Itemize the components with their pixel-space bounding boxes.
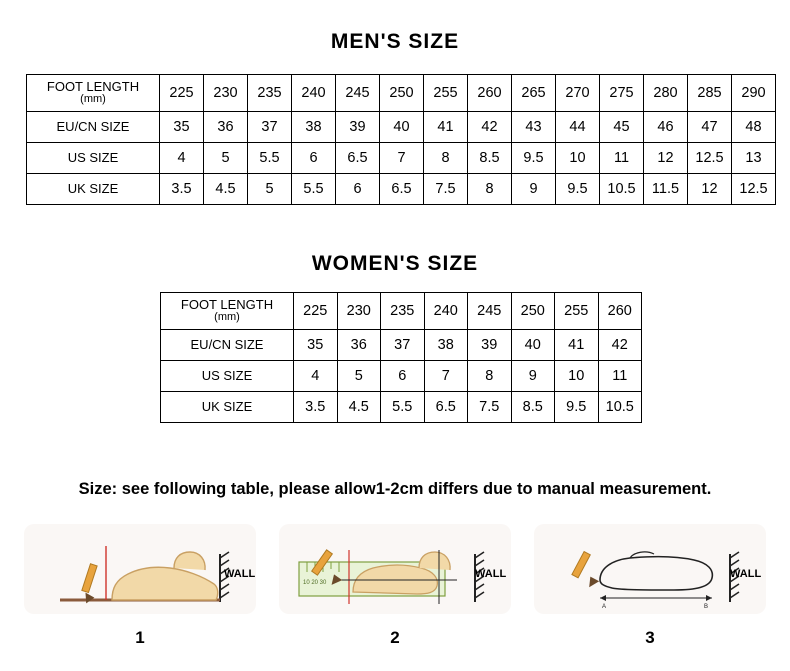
svg-text:A: A [602,604,607,610]
cell: 10.5 [598,392,642,423]
cell: 9.5 [556,174,600,205]
cell: 240 [292,75,336,112]
table-row [27,174,776,205]
step-3-number: 3 [645,628,655,647]
mens-size-table-container [26,74,776,205]
cell: 39 [468,330,512,361]
cell: 4 [294,361,338,392]
cell: 230 [337,293,381,330]
table-row [161,330,642,361]
step-2 [279,524,511,648]
cell: 6.5 [380,174,424,205]
svg-text:10 20 30: 10 20 30 [303,580,327,586]
row-label [27,75,160,112]
cell: 7.5 [424,174,468,205]
cell: 12.5 [732,174,776,205]
step-3 [534,524,766,648]
cell: 41 [424,112,468,143]
cell: 6 [292,143,336,174]
row-label-sub: (mm) [80,93,106,106]
cell: 9 [512,174,556,205]
cell: 12 [688,174,732,205]
cell: 10 [555,361,599,392]
cell: 7 [424,361,468,392]
cell: 36 [204,112,248,143]
cell: 45 [600,112,644,143]
step-3-illustration [534,524,766,614]
cell: 12.5 [688,143,732,174]
cell: 235 [248,75,292,112]
mens-size-table [26,74,776,205]
step-1 [24,524,256,648]
cell: 235 [381,293,425,330]
cell: 40 [511,330,555,361]
row-label: UK SIZE [161,392,294,423]
cell: 270 [556,75,600,112]
cell: 245 [336,75,380,112]
table-row [27,143,776,174]
foot-outline-trace-icon [534,524,766,614]
cell: 4 [160,143,204,174]
cell: 5 [204,143,248,174]
cell: 46 [644,112,688,143]
cell: 250 [380,75,424,112]
cell: 35 [294,330,338,361]
table-row [161,361,642,392]
cell: 5 [248,174,292,205]
cell: 260 [598,293,642,330]
cell: 8.5 [511,392,555,423]
cell: 290 [732,75,776,112]
cell: 13 [732,143,776,174]
cell: 38 [292,112,336,143]
cell: 245 [468,293,512,330]
row-label: EU/CN SIZE [27,112,160,143]
cell: 35 [160,112,204,143]
table-row [161,392,642,423]
row-label-sub: (mm) [214,311,240,324]
cell: 11.5 [644,174,688,205]
cell: 9.5 [555,392,599,423]
cell: 39 [336,112,380,143]
cell: 6 [336,174,380,205]
cell: 260 [468,75,512,112]
cell: 42 [598,330,642,361]
cell: 6.5 [424,392,468,423]
cell: 6.5 [336,143,380,174]
cell: 48 [732,112,776,143]
measurement-note: Size: see following table, please allow1-2cm differs due to manual measurement. [78,480,712,498]
row-label-text: FOOT LENGTH [46,79,140,95]
cell: 3.5 [160,174,204,205]
cell: 225 [294,293,338,330]
step-1-illustration [24,524,256,614]
svg-text:B: B [704,604,709,610]
womens-size-table [160,292,642,423]
cell: 8 [468,174,512,205]
cell: 7.5 [468,392,512,423]
row-label: UK SIZE [27,174,160,205]
cell: 11 [598,361,642,392]
cell: 230 [204,75,248,112]
womens-size-table-container [160,292,642,423]
cell: 9 [511,361,555,392]
cell: 10.5 [600,174,644,205]
cell: 41 [555,330,599,361]
cell: 8.5 [468,143,512,174]
cell: 44 [556,112,600,143]
cell: 5.5 [292,174,336,205]
wall-label-3: WALL [730,568,762,580]
cell: 240 [424,293,468,330]
step-2-illustration [279,524,511,614]
cell: 4.5 [337,392,381,423]
cell: 43 [512,112,556,143]
cell: 5.5 [248,143,292,174]
cell: 37 [381,330,425,361]
cell: 40 [380,112,424,143]
table-row [161,293,642,330]
foot-ruler-measure-icon [279,524,511,614]
cell: 11 [600,143,644,174]
cell: 42 [468,112,512,143]
cell: 8 [468,361,512,392]
cell: 36 [337,330,381,361]
table-row [27,75,776,112]
row-label: US SIZE [27,143,160,174]
table-row [27,112,776,143]
cell: 255 [424,75,468,112]
cell: 5.5 [381,392,425,423]
cell: 265 [512,75,556,112]
measurement-steps [24,524,766,648]
cell: 225 [160,75,204,112]
foot-side-view-icon [24,524,256,614]
cell: 8 [424,143,468,174]
row-label [161,293,294,330]
cell: 255 [555,293,599,330]
cell: 7 [380,143,424,174]
cell: 10 [556,143,600,174]
wall-label-2: WALL [475,568,507,580]
cell: 275 [600,75,644,112]
womens-size-title: WOMEN'S SIZE [311,252,479,275]
cell: 285 [688,75,732,112]
row-label: US SIZE [161,361,294,392]
cell: 47 [688,112,732,143]
cell: 37 [248,112,292,143]
cell: 4.5 [204,174,248,205]
step-1-number: 1 [135,628,145,647]
cell: 250 [511,293,555,330]
row-label-text: FOOT LENGTH [180,297,274,313]
cell: 12 [644,143,688,174]
step-2-number: 2 [390,628,400,647]
cell: 280 [644,75,688,112]
cell: 5 [337,361,381,392]
cell: 3.5 [294,392,338,423]
cell: 9.5 [512,143,556,174]
mens-size-title: MEN'S SIZE [330,30,460,53]
cell: 6 [381,361,425,392]
cell: 38 [424,330,468,361]
wall-label-1: WALL [224,568,256,580]
row-label: EU/CN SIZE [161,330,294,361]
